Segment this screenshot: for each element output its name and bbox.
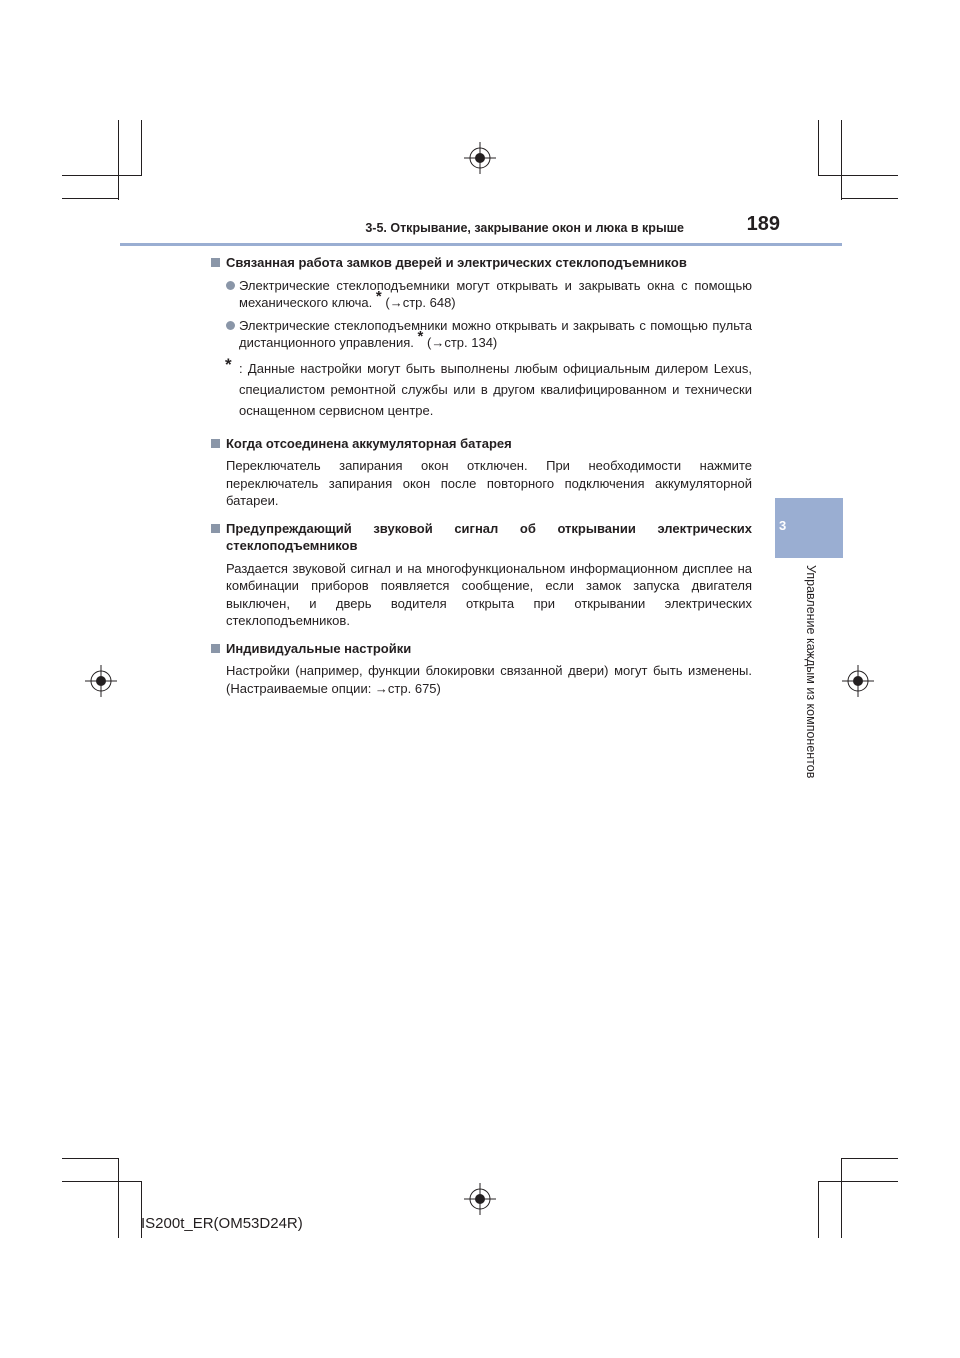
footnote — [211, 354, 752, 421]
crop-mark — [62, 175, 142, 176]
header-rule — [120, 243, 842, 246]
footnote-mark: * — [375, 288, 382, 305]
square-bullet-icon — [211, 524, 220, 533]
registration-mark-icon — [85, 665, 117, 697]
registration-mark-icon — [842, 665, 874, 697]
footnote-mark: * — [225, 354, 232, 374]
circle-bullet-icon — [226, 281, 235, 290]
bullet-text: Электрические стеклоподъемники могут открывать и закрывать окна с помощью механического ключа. — [239, 277, 752, 310]
chapter-side-title — [802, 565, 818, 805]
crop-mark — [842, 198, 898, 199]
crop-mark — [841, 1158, 842, 1238]
crop-mark — [118, 1158, 119, 1238]
square-bullet-icon — [211, 644, 220, 653]
registration-mark-icon — [464, 142, 496, 174]
page-number: 189 — [746, 213, 780, 235]
footnote-text: : Данные настройки могут быть выполнены любым официальным дилером Lexus, специалистом ремонтной службы или в другом квалифицированном и технически оснащенном сервисном центре. — [239, 360, 752, 418]
bullet-text: Электрические стеклоподъемники можно открывать и закрывать с помощью пульта дистанционного управления. — [239, 317, 752, 350]
chapter-title: Управление каждым из компонентов — [804, 565, 818, 779]
crop-mark — [842, 1158, 898, 1159]
crop-mark — [62, 198, 118, 199]
page-content — [211, 254, 752, 697]
square-bullet-icon — [211, 439, 220, 448]
page-reference: (→стр. 134) — [427, 335, 498, 350]
paragraph: Настройки (например, функции блокировки связанной двери) могут быть изменены. (Настраиваемые опции: →стр. 675) — [226, 663, 752, 696]
document-code: IS200t_ER(OM53D24R) — [141, 1215, 303, 1232]
circle-bullet-icon — [226, 321, 235, 330]
paragraph: Раздается звуковой сигнал и на многофункциональном информационном дисплее на комбинации приборов появляется сообщение, если замок запуска двигателя выключен, и дверь водителя открыта при открывании электрических стеклоподъемников. — [226, 560, 752, 628]
footnote-mark: * — [417, 328, 424, 345]
section-heading — [211, 640, 752, 658]
heading-text: Предупреждающий звуковой сигнал об открывании электрических стеклоподъемников — [226, 520, 752, 553]
section-heading — [211, 520, 752, 555]
square-bullet-icon — [211, 258, 220, 267]
crop-mark — [818, 1181, 898, 1182]
crop-mark — [818, 1182, 819, 1238]
heading-text: Связанная работа замков дверей и электрических стеклоподъемников — [226, 255, 687, 270]
crop-mark — [62, 1158, 118, 1159]
crop-mark — [141, 120, 142, 176]
section-heading — [211, 435, 752, 453]
page-reference: (→стр. 648) — [385, 295, 456, 310]
list-item — [211, 277, 752, 312]
crop-mark — [118, 120, 119, 200]
crop-mark — [841, 120, 842, 200]
paragraph: Переключатель запирания окон отключен. При необходимости нажмите переключатель запирания окон после повторного подключения аккумуляторной батареи. — [226, 458, 752, 508]
chapter-tab — [775, 498, 843, 558]
crop-mark — [818, 120, 819, 176]
section-title: 3-5. Открывание, закрывание окон и люка в крыше — [365, 221, 684, 235]
registration-mark-icon — [464, 1183, 496, 1215]
heading-text: Когда отсоединена аккумуляторная батарея — [226, 435, 512, 451]
section-heading — [211, 254, 752, 272]
crop-mark — [62, 1181, 142, 1182]
crop-mark — [818, 175, 898, 176]
list-item — [211, 317, 752, 352]
chapter-number: 3 — [779, 518, 787, 533]
heading-text: Индивидуальные настройки — [226, 640, 412, 656]
